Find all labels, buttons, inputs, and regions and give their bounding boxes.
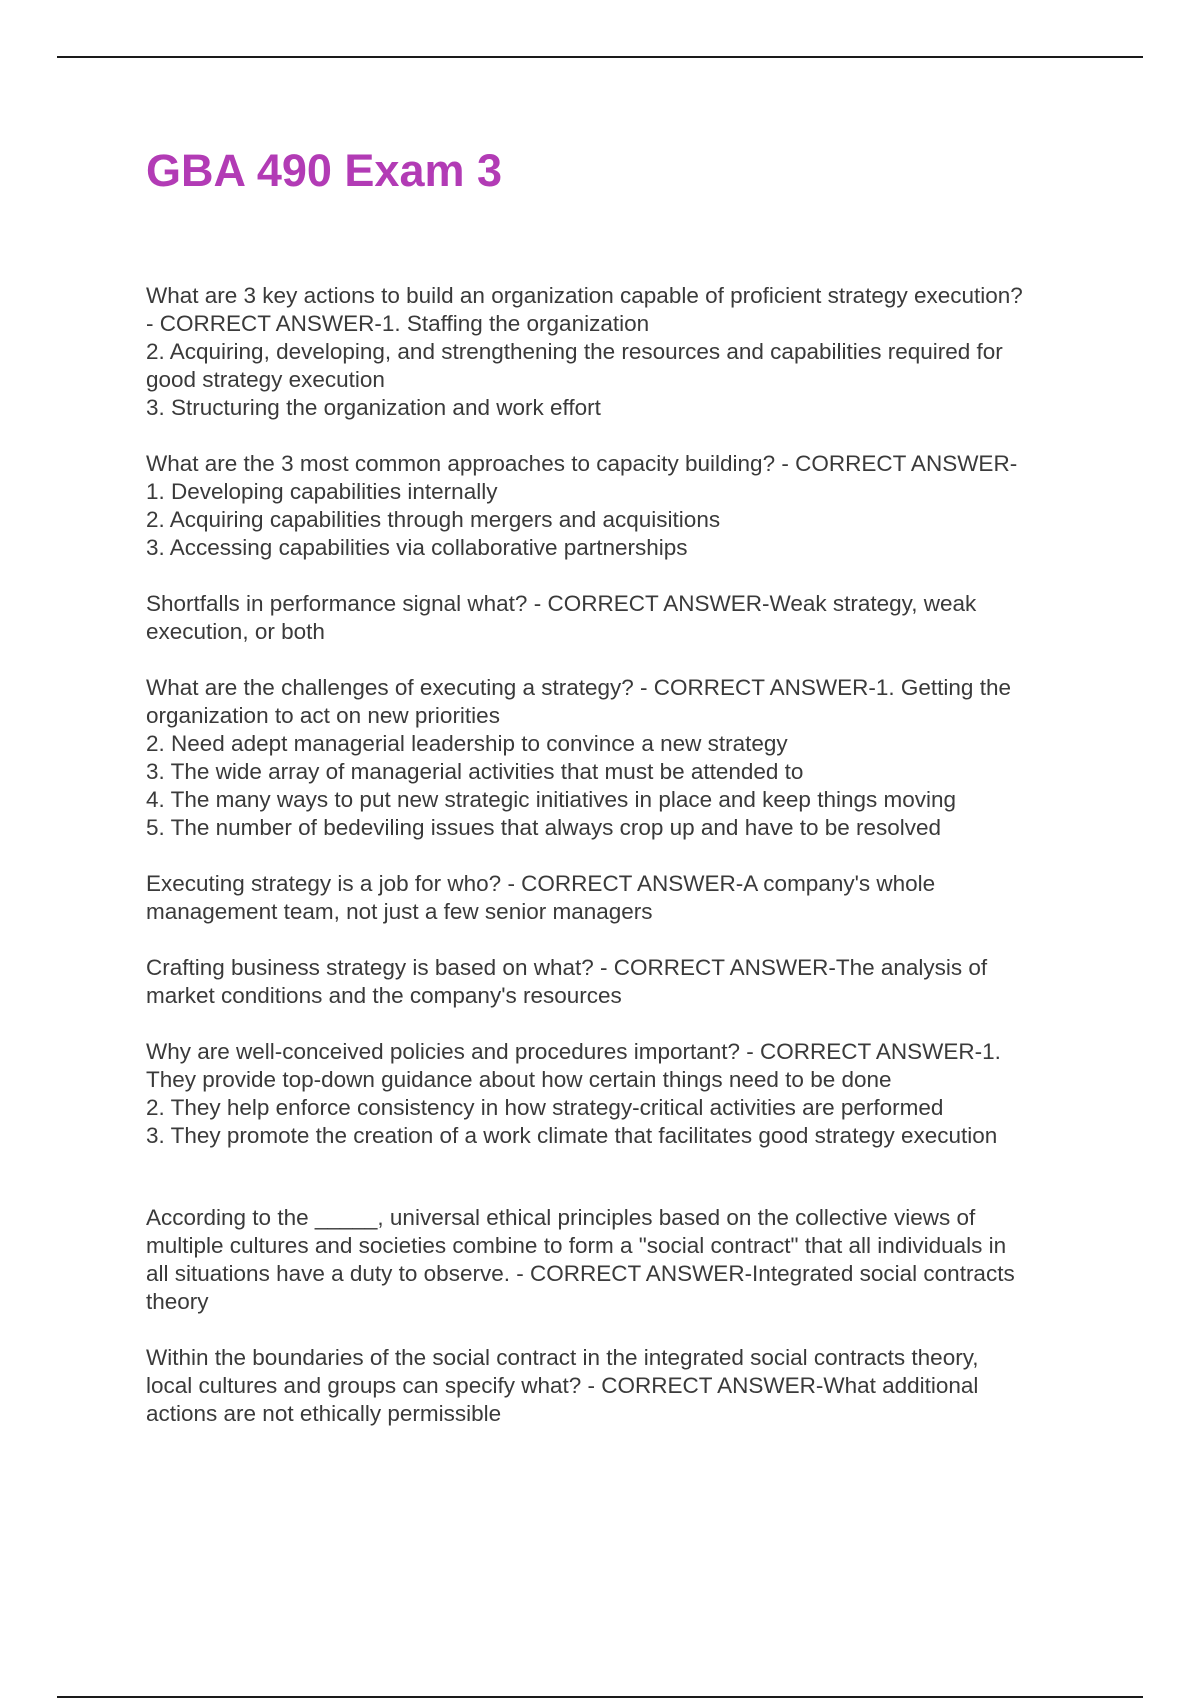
qa-line: multiple cultures and societies combine to form a "social contract" that all individuals in — [146, 1233, 1007, 1258]
qa-line: Within the boundaries of the social contract in the integrated social contracts theory, — [146, 1345, 979, 1370]
qa-line: 2. Acquiring, developing, and strengthening the resources and capabilities required for — [146, 339, 1003, 364]
qa-entry — [146, 1344, 1106, 1428]
qa-line: 3. Structuring the organization and work effort — [146, 395, 601, 420]
qa-entry — [146, 590, 1106, 646]
qa-line: Shortfalls in performance signal what? - CORRECT ANSWER-Weak strategy, weak — [146, 591, 977, 616]
qa-line: theory — [146, 1289, 209, 1314]
qa-line: What are the 3 most common approaches to capacity building? - CORRECT ANSWER- — [146, 451, 1018, 476]
qa-line: organization to act on new priorities — [146, 703, 500, 728]
qa-line: What are the challenges of executing a strategy? - CORRECT ANSWER-1. Getting the — [146, 675, 1011, 700]
qa-line: According to the _____, universal ethical principles based on the collective views of — [146, 1205, 976, 1230]
top-rule — [57, 56, 1143, 58]
qa-entry — [146, 870, 1106, 926]
qa-line: 2. Acquiring capabilities through mergers and acquisitions — [146, 507, 721, 532]
qa-line: Crafting business strategy is based on what? - CORRECT ANSWER-The analysis of — [146, 955, 988, 980]
qa-line: 4. The many ways to put new strategic initiatives in place and keep things moving — [146, 787, 957, 812]
bottom-rule — [57, 1696, 1143, 1698]
qa-entry — [146, 954, 1106, 1010]
qa-entry — [146, 1204, 1106, 1316]
qa-entry — [146, 450, 1106, 562]
qa-line: 2. They help enforce consistency in how strategy-critical activities are performed — [146, 1095, 944, 1120]
qa-entry — [146, 674, 1106, 842]
qa-line: 3. They promote the creation of a work climate that facilitates good strategy execution — [146, 1123, 998, 1148]
qa-line: 1. Developing capabilities internally — [146, 479, 498, 504]
qa-entry — [146, 282, 1106, 422]
qa-line: market conditions and the company's resources — [146, 983, 622, 1008]
qa-line: actions are not ethically permissible — [146, 1401, 502, 1426]
qa-line: local cultures and groups can specify what? - CORRECT ANSWER-What additional — [146, 1373, 979, 1398]
qa-line: all situations have a duty to observe. - CORRECT ANSWER-Integrated social contracts — [146, 1261, 1015, 1286]
qa-line: 3. Accessing capabilities via collaborative partnerships — [146, 535, 688, 560]
qa-list — [146, 282, 1106, 1428]
document-body — [146, 130, 1106, 1456]
qa-entry — [146, 1038, 1106, 1150]
document-title: GBA 490 Exam 3 — [146, 145, 503, 196]
qa-line: Why are well-conceived policies and procedures important? - CORRECT ANSWER-1. — [146, 1039, 1001, 1064]
qa-line: What are 3 key actions to build an organization capable of proficient strategy execution? — [146, 283, 1023, 308]
qa-line: 2. Need adept managerial leadership to convince a new strategy — [146, 731, 788, 756]
qa-line: Executing strategy is a job for who? - CORRECT ANSWER-A company's whole — [146, 871, 936, 896]
qa-line: 3. The wide array of managerial activities that must be attended to — [146, 759, 804, 784]
qa-line: 5. The number of bedeviling issues that always crop up and have to be resolved — [146, 815, 942, 840]
qa-line: They provide top-down guidance about how certain things need to be done — [146, 1067, 892, 1092]
qa-line: management team, not just a few senior managers — [146, 899, 653, 924]
qa-line: - CORRECT ANSWER-1. Staffing the organization — [146, 311, 650, 336]
qa-line: execution, or both — [146, 619, 325, 644]
qa-line: good strategy execution — [146, 367, 385, 392]
